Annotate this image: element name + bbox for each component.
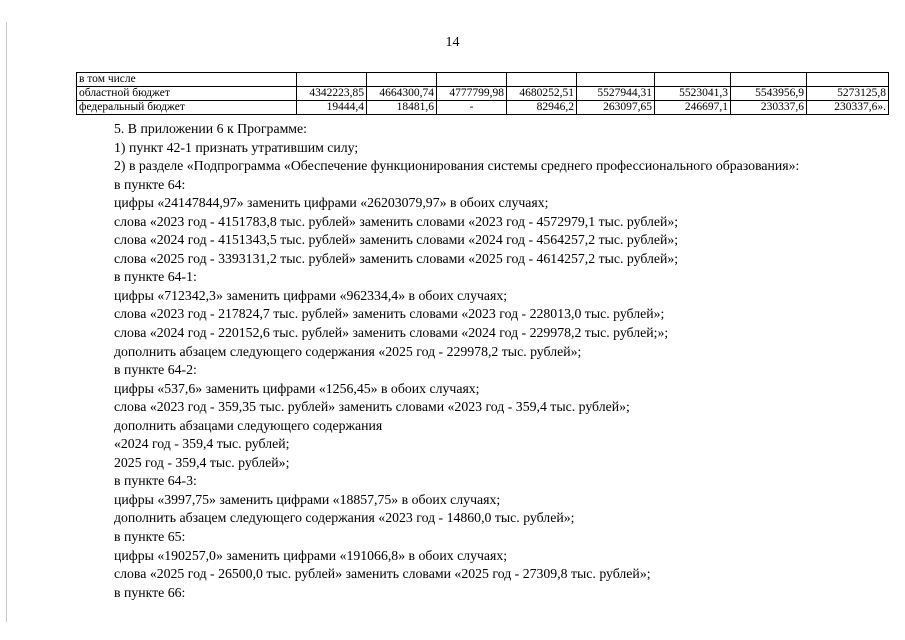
table-cell: 5543956,9 xyxy=(731,87,807,101)
table-cell xyxy=(731,73,807,87)
paragraph: цифры «3997,75» заменить цифрами «18857,75» в обоих случаях; xyxy=(114,491,501,507)
paragraph: в пункте 66: xyxy=(114,584,186,600)
table-row-label: в том числе xyxy=(77,73,297,87)
page-number: 14 xyxy=(445,35,460,50)
table-cell: 82946,2 xyxy=(507,101,577,115)
document-body xyxy=(76,120,888,602)
table-cell xyxy=(367,73,437,87)
table-cell: 5527944,31 xyxy=(577,87,655,101)
table-cell: 230337,6». xyxy=(807,101,889,115)
table-cell: - xyxy=(437,101,507,115)
table-row-label: федеральный бюджет xyxy=(77,101,297,115)
paragraph: 2) в разделе «Подпрограмма «Обеспечение функционирования системы среднего профессионального образования»: xyxy=(114,158,800,174)
table-cell: 246697,1 xyxy=(655,101,731,115)
paragraph: в пункте 65: xyxy=(114,529,186,545)
paragraph: слова «2023 год - 217824,7 тыс. рублей» заменить словами «2023 год - 228013,0 тыс. рублей»; xyxy=(114,306,665,322)
table-cell xyxy=(807,73,889,87)
table-cell xyxy=(655,73,731,87)
paragraph: 2025 год - 359,4 тыс. рублей»; xyxy=(114,454,290,470)
table-cell: 4680252,51 xyxy=(507,87,577,101)
table-cell: 4342223,85 xyxy=(297,87,367,101)
budget-table xyxy=(76,72,889,115)
table-cell xyxy=(437,73,507,87)
table-cell xyxy=(297,73,367,87)
paragraph: 1) пункт 42-1 признать утратившим силу; xyxy=(114,139,359,155)
table-cell xyxy=(577,73,655,87)
paragraph: цифры «537,6» заменить цифрами «1256,45» в обоих случаях; xyxy=(114,380,480,396)
table-row xyxy=(77,101,889,115)
paragraph: цифры «190257,0» заменить цифрами «191066,8» в обоих случаях; xyxy=(114,547,508,563)
paragraph: в пункте 64: xyxy=(114,176,186,192)
table-cell: 4777799,98 xyxy=(437,87,507,101)
table-cell xyxy=(507,73,577,87)
table-cell: 230337,6 xyxy=(731,101,807,115)
table-cell: 18481,6 xyxy=(367,101,437,115)
paragraph: слова «2024 год - 4151343,5 тыс. рублей» заменить словами «2024 год - 4564257,2 тыс. рублей»; xyxy=(114,232,679,248)
table-cell: 5273125,8 xyxy=(807,87,889,101)
paragraph: слова «2024 год - 220152,6 тыс. рублей» заменить словами «2024 год - 229978,2 тыс. рублей;»; xyxy=(114,325,669,341)
paragraph: в пункте 64-3: xyxy=(114,473,197,489)
paragraph: дополнить абзацами следующего содержания xyxy=(114,417,383,433)
table-cell: 19444,4 xyxy=(297,101,367,115)
table-cell: 263097,65 xyxy=(577,101,655,115)
table-row xyxy=(77,73,889,87)
paragraph: 5. В приложении 6 к Программе: xyxy=(114,121,307,136)
paragraph: дополнить абзацем следующего содержания «2025 год - 229978,2 тыс. рублей»; xyxy=(114,343,582,359)
paragraph: слова «2025 год - 3393131,2 тыс. рублей» заменить словами «2025 год - 4614257,2 тыс. рублей»; xyxy=(114,250,679,266)
paragraph: слова «2023 год - 359,35 тыс. рублей» заменить словами «2023 год - 359,4 тыс. рублей»; xyxy=(114,399,630,415)
table-row-label: областной бюджет xyxy=(77,87,297,101)
budget-table-container xyxy=(76,72,888,115)
table-cell: 5523041,3 xyxy=(655,87,731,101)
scan-margin-line xyxy=(6,22,7,622)
table-row xyxy=(77,87,889,101)
paragraph: в пункте 64-2: xyxy=(114,362,197,378)
paragraph: «2024 год - 359,4 тыс. рублей; xyxy=(114,436,290,452)
paragraph: дополнить абзацем следующего содержания «2023 год - 14860,0 тыс. рублей»; xyxy=(114,510,575,526)
paragraph: цифры «712342,3» заменить цифрами «962334,4» в обоих случаях; xyxy=(114,287,508,303)
paragraph: слова «2025 год - 26500,0 тыс. рублей» заменить словами «2025 год - 27309,8 тыс. рублей»; xyxy=(114,566,651,582)
paragraph: цифры «24147844,97» заменить цифрами «26203079,97» в обоих случаях; xyxy=(114,195,549,211)
paragraph: в пункте 64-1: xyxy=(114,269,197,285)
paragraph: слова «2023 год - 4151783,8 тыс. рублей» заменить словами «2023 год - 4572979,1 тыс. рублей»; xyxy=(114,213,679,229)
table-cell: 4664300,74 xyxy=(367,87,437,101)
